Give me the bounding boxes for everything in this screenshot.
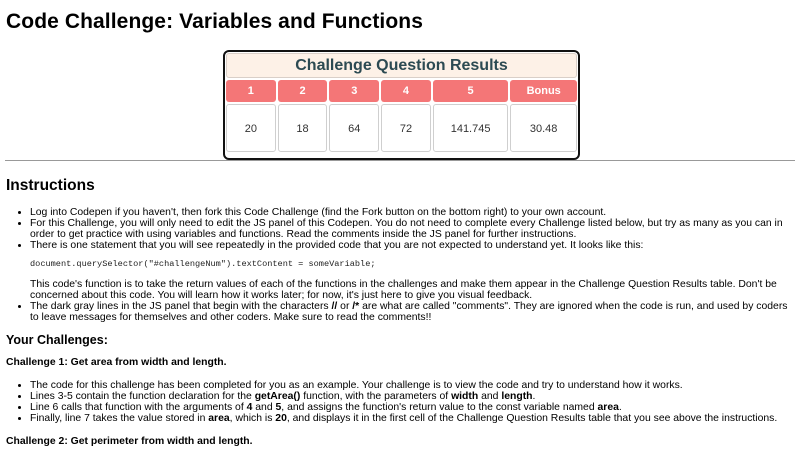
results-title: Challenge Question Results [226,53,577,78]
list-item [30,413,794,424]
list-item [30,391,794,402]
list-item [30,240,794,301]
results-value-row [226,104,577,152]
text: Lines 3-5 contain the function declaration for the [30,391,255,402]
challenge-2-title: Challenge 2: Get perimeter from width and length. [6,436,253,447]
list-item: • Log into Codepen if you haven't, then fork this Code Challenge (find the Fork button on the bottom right) to your own account. [30,207,794,218]
list-item [30,402,794,413]
results-value-cell: 18 [278,104,328,152]
list-item: • For this Challenge, you will only need to edit the JS panel of this Codepen. You do not need to complete every Challenge listed below, but try as many as you can in order to get practice with using variables and functions. Read the comments inside the JS panel for further instructions. [30,218,794,240]
text: , which is [229,413,276,424]
text: . [618,402,622,413]
instructions-list [6,207,794,323]
text: , and displays it in the first cell of the Challenge Question Results table that you see above the instructions. [286,413,778,424]
keyword: 20 [275,413,287,424]
keyword: width [451,391,479,402]
results-header-cell: Bonus [510,80,577,102]
challenge-1-list [6,380,794,424]
text: and [478,391,502,402]
text: Line 6 calls that function with the arguments of [30,402,247,413]
text: The dark gray lines in the JS panel that begin with the characters [30,301,332,312]
text: , and assigns the function's return value to the const variable named [281,402,598,413]
code-note: This code's function is to take the return values of each of the functions in the challenges and make them appear in the Challenge Question Results table. Don't be concerned about this code. You will learn how it works later; for now, it's just here to give you visual feedback. [30,279,777,301]
challenges-heading: Your Challenges: [6,333,108,347]
comment-marker: /* [352,301,360,312]
text: Finally, line 7 takes the value stored in [30,413,209,424]
text: or [337,301,353,312]
keyword: getArea() [254,391,301,402]
keyword: 5 [275,402,282,413]
results-table [223,50,580,160]
results-header-cell: 2 [278,80,328,102]
text: are what are called "comments". They are ignored when the code is run, and used by coders to leave messages for themselves and other coders. Make sure to read the comments!! [30,301,788,323]
keyword: area [597,402,619,413]
results-value-cell: 141.745 [433,104,509,152]
results-header-cell: 1 [226,80,276,102]
results-value-cell: 72 [381,104,431,152]
list-item-text: There is one statement that you will see repeatedly in the provided code that you are not expected to understand yet. It looks like this: [30,240,644,251]
comment-marker: // [331,301,338,312]
results-value-cell: 30.48 [510,104,577,152]
list-item: • The code for this challenge has been completed for you as an example. Your challenge is to view the code and try to understand how it works. [30,380,794,391]
keyword: length [501,391,533,402]
results-header-cell: 4 [381,80,431,102]
code-sample: document.querySelector("#challengeNum").textContent = someVariable; [30,259,376,269]
challenge-1-title: Challenge 1: Get area from width and length. [6,357,227,368]
divider [5,160,795,161]
results-header-cell: 3 [329,80,379,102]
text: function, with the parameters of [300,391,452,402]
main-content [6,177,794,450]
instructions-heading: Instructions [6,177,95,194]
list-item [30,301,794,323]
keyword: area [208,413,230,424]
results-value-cell: 20 [226,104,276,152]
text: . [532,391,536,402]
text: and [252,402,276,413]
keyword: 4 [246,402,253,413]
page-title: Code Challenge: Variables and Functions [6,10,423,33]
results-header-cell: 5 [433,80,509,102]
results-value-cell: 64 [329,104,379,152]
results-header-row [226,80,577,102]
